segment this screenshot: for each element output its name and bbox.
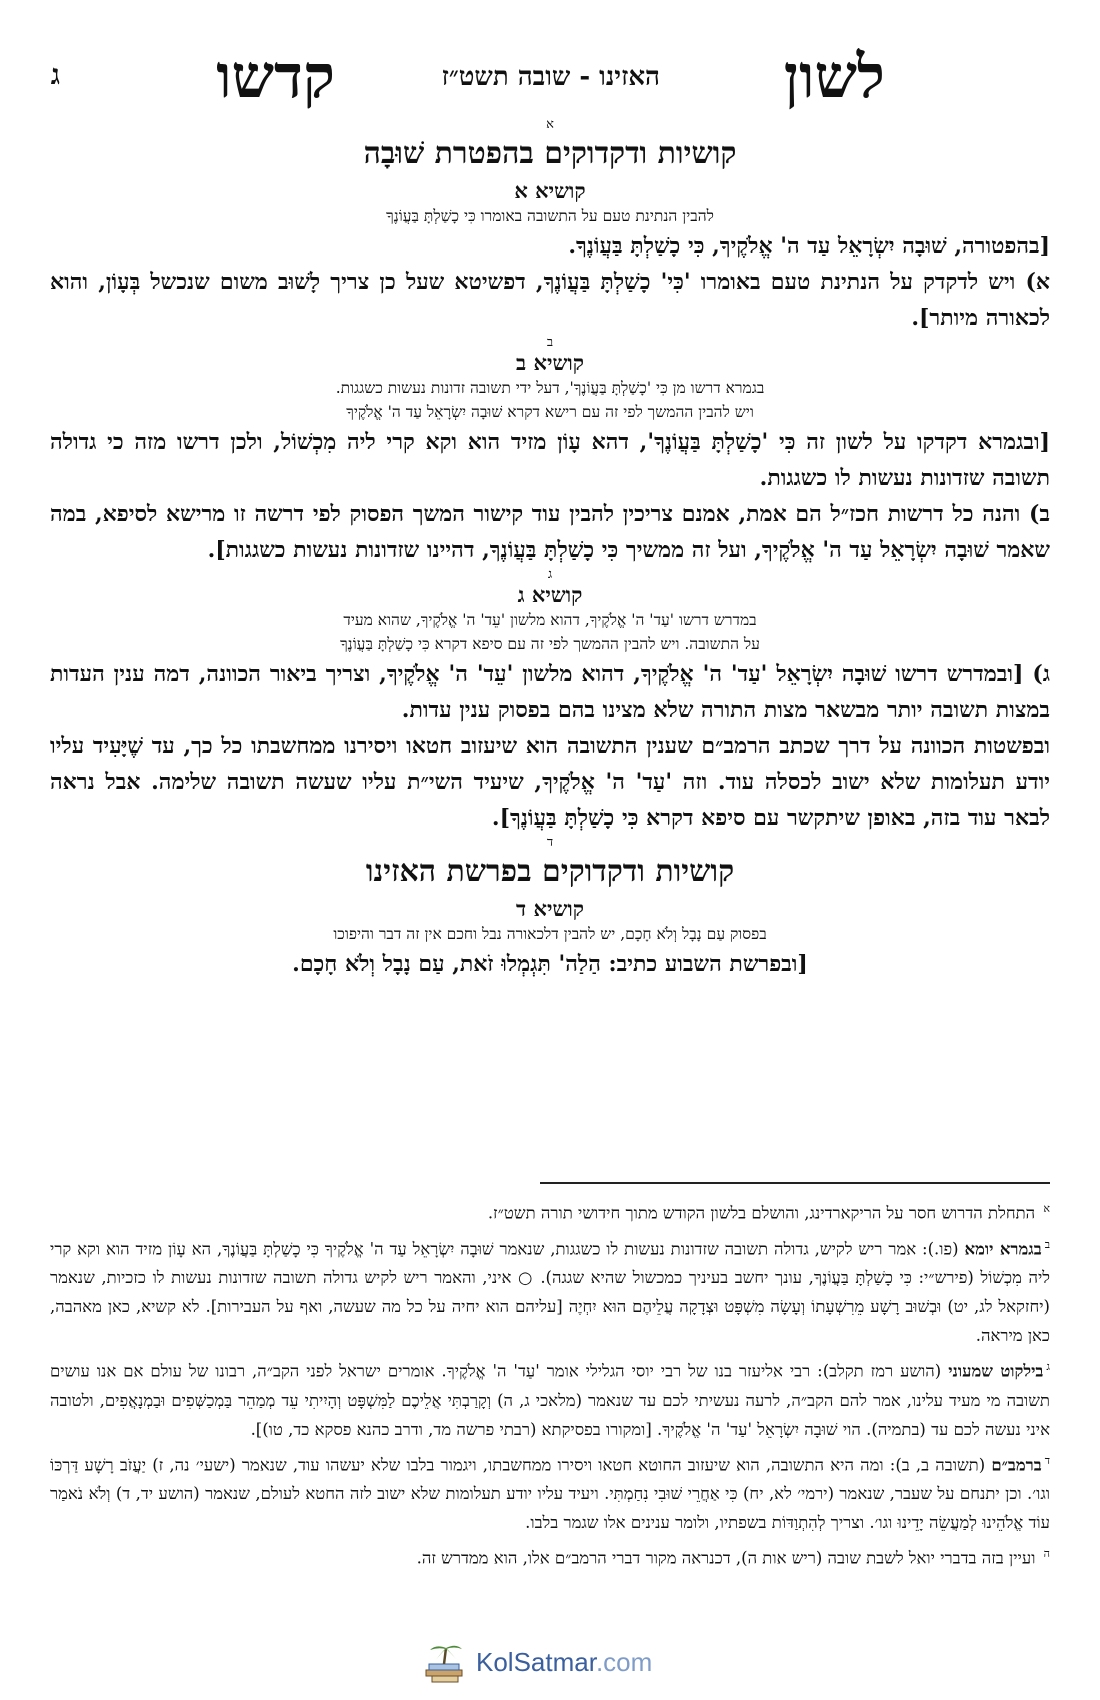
footnote-text: (פו.): אמר ריש לקיש, גדולה תשובה שזדונות נעשות לו כשגגות, שנאמר שׁוּבָה יִשְׂרָאֵל עַד ה' אֱלֹקֶיךָ כִּי כָשַׁלְתָּ בַּעֲוֹנֶךָ, הא עָוֹן מזיד הוא וקא קרי ליה מִכְשׁוֹל (פירש״י: כִּי כָשַׁלְתָּ בַּעֲוֹנֶךָ, עונך יחשב בעיניך כמכשול שהיא שגגה). ○ איני, והאמר ריש לקיש גדולה תשובה שזדונות נעשות לו כזכיות, שנאמר (יחזקאל לג, יט) וּבְשׁוּב רָשָׁע מֵרִשְׁעָתוֹ וְעָשָׂה מִשְׁפָּט וּצְדָקָה עֲלֵיהֶם הוּא יִחְיֶה [עליהם הוא יחיה על כל מה שעשה, ואף על העבירות]. לא קשיא, כאן מאהבה, כאן מיראה. xyxy=(50,1239,1050,1345)
footnote-source: בילקוט שמעוני xyxy=(948,1361,1044,1381)
kushya-b-paragraph-2: ב) והנה כל דרשות חכז״ל הם אמת, אמנם צריכין להבין עוד קישור המשך הפסוק לפי דרשה זו מרישא לסיפא, במה שאמר שׁוּבָה יִשְׂרָאֵל עַד ה' אֱלֹקֶיךָ, ועל זה ממשיך כִּי כָשַׁלְתָּ בַּעֲוֹנֶךָ, דהיינו שזדונות נעשות כשגגות]. xyxy=(50,501,1050,563)
section-marker: א xyxy=(546,117,554,132)
footnote xyxy=(50,1352,1050,1444)
kushya-g-summary-2: על התשובה. ויש להבין ההמשך לפי זה עם סיפא דקרא כִּי כָשַׁלְתָּ בַּעֲוֹנֶךָ xyxy=(340,635,760,653)
kolsatmar-logo[interactable] xyxy=(420,1640,680,1686)
footnote xyxy=(50,1230,1050,1351)
footnote-mark: א xyxy=(1043,1202,1050,1215)
footnote-text: ועיין בזה בדברי יואל לשבת שובה (ריש אות ה), דכנראה מקור דברי הרמב״ם אלו, הוא ממדרש זה. xyxy=(416,1548,1036,1568)
kushya-g-paragraph-2: ובפשטות הכוונה על דרך שכתב הרמב״ם שענין התשובה הוא שיעזוב חטאו ויסירנו ממחשבתו כל כך, עד שֶׁיָּעִיד עליו יודע תעלומות שלא ישוב לכסלה עוד. וזה 'עַד' ה' אֱלֹקֶיךָ, שיעיד השי״ת עליו שעשה תשובה שלימה. אבל נראה לבאר עוד בזה, באופן שיתקשר עם סיפא דקרא כִּי כָשַׁלְתָּ בַּעֲוֹנֶךָ]. xyxy=(50,733,1050,831)
kushya-g-title: קושיא ג xyxy=(517,582,583,607)
section-title-haftara: קושיות ודקדוקים בהפטרת שׁוּבָה xyxy=(363,136,737,171)
logo-text xyxy=(476,1646,652,1678)
footnote-mark: ג xyxy=(1046,1360,1050,1373)
kushya-a-paragraph: א) ויש לדקדק על הנתינת טעם באומרו 'כִּי' כָשַׁלְתָּ בַּעֲוֹנֶךָ, דפשיטא שעל כן צריך לָשׁוּב משום שנכשל בְּעָוֹן, והוא לכאורה מיותר]. xyxy=(50,269,1050,331)
kushya-b-marker: ב xyxy=(546,335,554,350)
kushya-a-summary: להבין הנתינת טעם על התשובה באומרו כִּי כָשַׁלְתָּ בַּעֲוֹנֶךָ xyxy=(386,207,714,225)
header-parsha: האזינו - שובה תשט״ז xyxy=(441,62,660,92)
kushya-d-summary: בפסוק עַם נָבָל וְלֹא חָכָם, יש להבין דלכאורה נבל וחכם אין זה דבר והיפוכו xyxy=(333,925,767,943)
footnote-text: (הושע רמז תקלב): רבי אליעזר בנו של רבי יוסי הגלילי אומר 'עַד' ה' אֱלֹקֶיךָ. אומרים ישראל לפני הקב״ה, רבונו של עולם אם אנו עושים תשובה מי מעיד עלינו, אמר להם הקב״ה, לרעה נעשיתי לכם עד שנאמר (מלאכי ג, ה) וְקָרַבְתִּי אֲלֵיכֶם לַמִּשְׁפָּט וְהָיִיתִי עֵד מְמַהֵר בַּמְכַשְּׁפִים וּבַמְנָאֲפִים, ולטובה איני נעשה לכם עד (בתמיה). הוי שׁוּבָה יִשְׂרָאֵל 'עַד' ה' אֱלֹקֶיךָ. [ומקורו בפסיקתא (רבתי פרשה מד, ודרב כהנא פסקא כד, טו)]. xyxy=(50,1361,1050,1439)
kushya-d-verse: [ובפרשת השבוע כתיב: הַלַה' תִּגְמְלוּ זֹאת, עַם נָבָל וְלֹא חָכָם. xyxy=(292,951,808,977)
section-2-marker: ד xyxy=(546,835,554,850)
footnote-mark: ב xyxy=(1044,1237,1051,1251)
footnotes xyxy=(50,1194,1050,1575)
footnote-mark: ה xyxy=(1043,1547,1050,1560)
palm-tree-books-icon xyxy=(420,1640,470,1686)
footnote xyxy=(50,1539,1050,1573)
footnote-source: ברמב״ם xyxy=(991,1455,1042,1474)
main-body xyxy=(50,118,1050,982)
footnote-text: התחלת הדרוש חסר על הריקארדינג, והושלם בלשון הקודש מתוך חידושי תורה תשט״ז. xyxy=(487,1203,1036,1223)
logo-domain: .com xyxy=(595,1647,653,1677)
footnote-divider xyxy=(540,1182,1050,1184)
page-number: ג xyxy=(50,58,60,91)
kushya-g-summary-1: במדרש דרשו 'עַד' ה' אֱלֹקֶיךָ, דהוא מלשון 'עֵד' ה' אֱלֹקֶיךָ, שהוא מעיד xyxy=(343,611,757,629)
header-kodsho: קדשו xyxy=(216,42,335,112)
kushya-g-paragraph-1: ג) [ובמדרש דרשו שׁוּבָה יִשְׂרָאֵל 'עַד' ה' אֱלֹקֶיךָ, דהוא מלשון 'עֵד' ה' אֱלֹקֶיךָ, וצריך ביאור הכוונה, דמה ענין העדות במצות תשובה יותר מבשאר מצות התורה שלא מצינו בהם בפסוק ענין עדות. xyxy=(50,661,1050,723)
footnote-text: (תשובה ב, ב): ומה היא התשובה, הוא שיעזוב החוטא חטאו ויסירו ממחשבתו, ויגמור בלבו שלא יעשהו עוד, שנאמר (ישעי׳ נה, ז) יַעֲזֹב רָשָׁע דַּרְכּוֹ וגו׳. וכן יתנחם על שעבר, שנאמר (ירמי׳ לא, יח) כִּי אַחֲרֵי שׁוּבִי נִחַמְתִּי. ויעיד עליו יודע תעלומות שלא ישוב לזה החטא לעולם, שנאמר (הושע יד, ד) וְלֹא נֹאמַר עוֹד אֱלֹהֵינוּ לְמַעֲשֵׂה יָדֵינוּ וגו׳. וצריך לְהִתְוַדּוֹת בשפתיו, ולומר ענינים אלו שגמר בלבו. xyxy=(50,1455,1050,1532)
kushya-g-marker: ג xyxy=(547,567,553,582)
section-title-haazinu: קושיות ודקדוקים בפרשת האזינו xyxy=(365,854,735,889)
kushya-b-paragraph-1: [ובגמרא דקדקו על לשון זה כִּי 'כָשַׁלְתָּ בַּעֲוֹנֶךָ', דהא עָוֹן מזיד הוא וקא קרי ליה מִכְשׁוֹל, ולכן דרשו מזה כי גדולה תשובה שזדונות נעשות לו כשגגות. xyxy=(50,429,1050,491)
kushya-a-title: קושיא א xyxy=(514,178,586,203)
kushya-b-title: קושיא ב xyxy=(516,350,584,375)
kushya-b-summary-1: בגמרא דרשו מן כִּי 'כָשַׁלְתָּ בַּעֲוֹנֶךָ', דעל ידי תשובה זדונות נעשות כשגגות. xyxy=(335,379,765,397)
logo-brand: KolSatmar xyxy=(476,1647,596,1677)
header-leshon: לשון xyxy=(783,42,885,112)
kushya-a-verse: [בהפטורה, שׁוּבָה יִשְׂרָאֵל עַד ה' אֱלֹקֶיךָ, כִּי כָשַׁלְתָּ בַּעֲוֹנֶךָ. xyxy=(568,233,1050,259)
footnote xyxy=(50,1446,1050,1538)
footnote-mark: ד xyxy=(1044,1453,1050,1467)
kushya-d-title: קושיא ד xyxy=(516,896,584,921)
kushya-b-summary-2: ויש להבין ההמשך לפי זה עם רישא דקרא שׁוּבָה יִשְׂרָאֵל עַד ה' אֱלֹקֶיךָ xyxy=(346,403,754,421)
footnote xyxy=(50,1194,1050,1228)
footnote-source: בגמרא יומא xyxy=(964,1239,1042,1258)
